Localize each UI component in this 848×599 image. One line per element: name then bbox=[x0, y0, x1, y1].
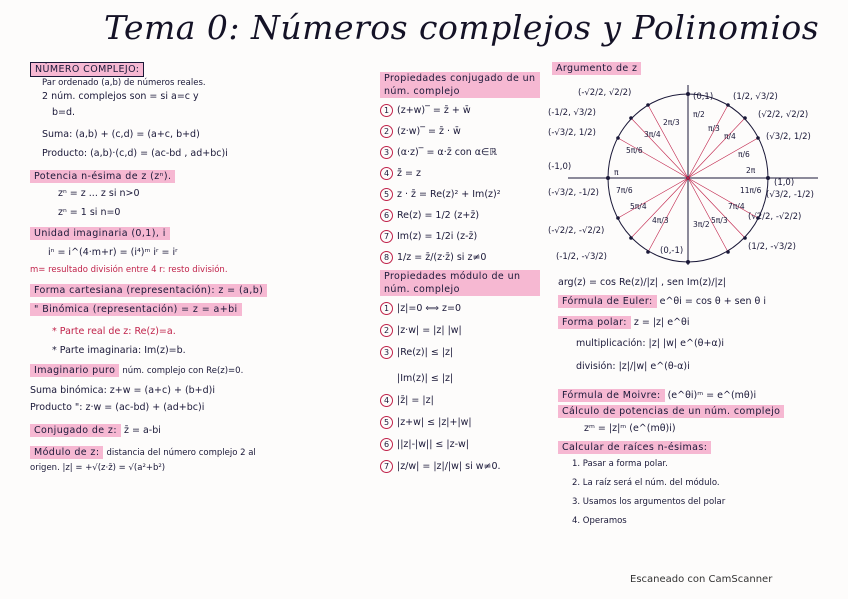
point-q3-c: (-1/2, -√3/2) bbox=[556, 252, 607, 262]
page-title bbox=[104, 6, 820, 50]
property-number: 3 bbox=[380, 346, 393, 359]
property-item bbox=[380, 416, 545, 429]
scanner-footer: Escaneado con CamScanner bbox=[630, 574, 773, 585]
property-item bbox=[380, 251, 545, 264]
polar-formula: z = |z| e^θi bbox=[633, 317, 690, 328]
heading-numero-complejo: NÚMERO COMPLEJO: bbox=[30, 62, 144, 77]
property-text: (z·w)‾ = z̄ · w̄ bbox=[397, 126, 461, 137]
heading-propiedades-conjugado: Propiedades conjugado de un núm. complejo bbox=[380, 72, 540, 98]
angle-2pi-3: 2π/3 bbox=[663, 118, 680, 127]
note-division: m= resultado división entre 4 r: resto división. bbox=[30, 265, 228, 275]
property-item bbox=[380, 104, 545, 117]
point-q3-a: (-√3/2, -1/2) bbox=[548, 188, 599, 198]
property-text: |z̄| = |z| bbox=[397, 395, 434, 406]
text-line: Par ordenado (a,b) de números reales. bbox=[42, 78, 206, 88]
property-item bbox=[380, 188, 545, 201]
property-number: 7 bbox=[380, 230, 393, 243]
arg-formula: arg(z) = cos Re(z)/|z| , sen Im(z)/|z| bbox=[558, 277, 726, 288]
angle-pi-2: π/2 bbox=[693, 110, 705, 119]
property-item bbox=[380, 346, 545, 359]
angle-5pi-3: 5π/3 bbox=[711, 216, 728, 225]
angle-5pi-6: 5π/6 bbox=[626, 146, 643, 155]
angle-7pi-4: 7π/4 bbox=[728, 202, 745, 211]
property-text: z · z̄ = Re(z)² + Im(z)² bbox=[397, 189, 501, 200]
formula-potencia-2: zⁿ = 1 si n=0 bbox=[58, 207, 121, 218]
angle-5pi-4: 5π/4 bbox=[630, 202, 647, 211]
property-number: 3 bbox=[380, 146, 393, 159]
angle-7pi-6: 7π/6 bbox=[616, 186, 633, 195]
property-text: (z+w)‾ = z̄ + w̄ bbox=[397, 105, 471, 116]
point-q2-b: (-1/2, √3/2) bbox=[548, 108, 596, 118]
point-left: (-1,0) bbox=[548, 162, 572, 172]
point-q4-b: (√2/2, -√2/2) bbox=[748, 212, 802, 222]
property-item bbox=[380, 302, 545, 315]
parte-real: * Parte real de z: Re(z)=a. bbox=[52, 326, 176, 337]
property-item bbox=[380, 394, 545, 407]
property-item bbox=[380, 230, 545, 243]
heading-forma-cartesiana: Forma cartesiana (representación): z = (a,b) bbox=[30, 284, 267, 297]
point-q2-a: (-√2/2, √2/2) bbox=[578, 88, 632, 98]
text-line: b=d. bbox=[52, 107, 76, 118]
polar-multiplicacion: multiplicación: |z| |w| e^(θ+α)i bbox=[576, 338, 725, 349]
point-q3-b: (-√2/2, -√2/2) bbox=[548, 226, 605, 236]
angle-pi-6: π/6 bbox=[738, 150, 750, 159]
euler-formula: e^θi = cos θ + sen θ i bbox=[659, 296, 766, 307]
heading-unidad-imaginaria: Unidad imaginaria (0,1), i bbox=[30, 227, 170, 240]
property-number: 5 bbox=[380, 188, 393, 201]
heading-moivre: Fórmula de Moivre: bbox=[558, 389, 665, 402]
column-middle bbox=[380, 72, 545, 473]
raices-step: 3. Usamos los argumentos del polar bbox=[572, 497, 726, 507]
column-right-lower bbox=[558, 276, 838, 528]
angle-4pi-3: 4π/3 bbox=[652, 216, 669, 225]
heading-conjugado: Conjugado de z: bbox=[30, 424, 121, 437]
property-item bbox=[380, 146, 545, 159]
heading-imaginario-puro: Imaginario puro bbox=[30, 364, 119, 377]
formula-suma: Suma: (a,b) + (c,d) = (a+c, b+d) bbox=[42, 129, 200, 140]
raices-step: 1. Pasar a forma polar. bbox=[572, 459, 668, 469]
producto-binomica: Producto ": z·w = (ac-bd) + (ad+bc)i bbox=[30, 402, 205, 413]
formula-potencia-1: zⁿ = z ... z si n>0 bbox=[58, 188, 140, 199]
property-item bbox=[380, 438, 545, 451]
angle-2pi: 2π bbox=[746, 166, 756, 175]
property-number: 1 bbox=[380, 104, 393, 117]
property-text: Re(z) = 1/2 (z+z̄) bbox=[397, 210, 480, 221]
property-item bbox=[380, 368, 545, 385]
modulo-text: distancia del número complejo 2 al bbox=[106, 448, 256, 458]
point-q4-a: (√3/2, -1/2) bbox=[766, 190, 814, 200]
property-text: z̄̄ = z bbox=[397, 168, 421, 179]
heading-euler: Fórmula de Euler: bbox=[558, 295, 657, 308]
angle-pi-3: π/3 bbox=[708, 124, 720, 133]
suma-binomica: Suma binómica: z+w = (a+c) + (b+d)i bbox=[30, 385, 216, 396]
polar-division: división: |z|/|w| e^(θ-α)i bbox=[576, 361, 690, 372]
property-text: |z/w| = |z|/|w| si w≠0. bbox=[397, 461, 501, 472]
property-item bbox=[380, 125, 545, 138]
formula-producto: Producto: (a,b)·(c,d) = (ac-bd , ad+bc)i bbox=[42, 148, 228, 159]
property-number: 8 bbox=[380, 251, 393, 264]
point-top: (0,1) bbox=[693, 92, 714, 102]
property-number: 2 bbox=[380, 125, 393, 138]
property-text: |Im(z)| ≤ |z| bbox=[397, 373, 454, 384]
list-raices bbox=[558, 458, 838, 528]
point-q1-c: (√3/2, 1/2) bbox=[766, 132, 811, 142]
property-text: |Re(z)| ≤ |z| bbox=[397, 347, 454, 358]
property-text: |z|=0 ⟺ z=0 bbox=[397, 303, 462, 314]
raices-step: 4. Operamos bbox=[572, 516, 627, 526]
property-item bbox=[380, 167, 545, 180]
property-number: 2 bbox=[380, 324, 393, 337]
column-right bbox=[552, 62, 832, 75]
formula-unidad: iⁿ = i^(4·m+r) = (i⁴)ᵐ iʳ = iʳ bbox=[48, 247, 178, 258]
parte-imaginaria: * Parte imaginaria: Im(z)=b. bbox=[52, 345, 186, 356]
heading-potencia: Potencia n-ésima de z (zⁿ). bbox=[30, 170, 175, 183]
property-number: 1 bbox=[380, 302, 393, 315]
property-text: 1/z = z̄/(z·z̄) si z≠0 bbox=[397, 252, 487, 263]
property-number: 6 bbox=[380, 209, 393, 222]
heading-modulo: Módulo de z: bbox=[30, 446, 103, 459]
angle-pi: π bbox=[614, 168, 619, 177]
heading-argumento: Argumento de z bbox=[552, 62, 641, 75]
property-text: Im(z) = 1/2i (z-z̄) bbox=[397, 231, 478, 242]
point-q2-c: (-√3/2, 1/2) bbox=[548, 128, 596, 138]
conjugado-formula: z̄ = a-bi bbox=[123, 425, 161, 436]
title-text: Tema 0: Números complejos y Polinomios bbox=[104, 8, 820, 47]
raices-step: 2. La raíz será el núm. del módulo. bbox=[572, 478, 720, 488]
angle-11pi-6: 11π/6 bbox=[740, 186, 762, 195]
unit-circle-diagram bbox=[548, 80, 833, 270]
property-text: |z·w| = |z| |w| bbox=[397, 325, 462, 336]
point-q4-c: (1/2, -√3/2) bbox=[748, 242, 796, 252]
property-number: 7 bbox=[380, 460, 393, 473]
calculo-potencias-formula: zᵐ = |z|ᵐ (e^(mθ)i) bbox=[584, 423, 676, 434]
property-number: 6 bbox=[380, 438, 393, 451]
heading-propiedades-modulo: Propiedades módulo de un núm. complejo bbox=[380, 270, 540, 296]
text-line: 2 núm. complejos son = si a=c y bbox=[42, 91, 199, 102]
property-number: 4 bbox=[380, 394, 393, 407]
moivre-formula: (e^θi)ᵐ = e^(mθ)i bbox=[667, 390, 757, 401]
imaginario-puro-text: núm. complejo con Re(z)=0. bbox=[122, 366, 244, 376]
angle-pi-4: π/4 bbox=[724, 132, 736, 141]
point-right: (1,0) bbox=[774, 178, 795, 188]
property-text: |z+w| ≤ |z|+|w| bbox=[397, 417, 472, 428]
heading-calculo-potencias: Cálculo de potencias de un núm. complejo bbox=[558, 405, 784, 418]
point-bottom: (0,-1) bbox=[660, 246, 684, 256]
property-number: 4 bbox=[380, 167, 393, 180]
point-q1-b: (√2/2, √2/2) bbox=[758, 110, 809, 120]
property-number: 5 bbox=[380, 416, 393, 429]
list-propiedades-modulo bbox=[380, 302, 545, 473]
modulo-formula: origen. |z| = +√(z·z̄) = √(a²+b²) bbox=[30, 463, 166, 473]
property-item bbox=[380, 209, 545, 222]
list-propiedades-conjugado bbox=[380, 104, 545, 264]
heading-polar: Forma polar: bbox=[558, 316, 631, 329]
property-item bbox=[380, 324, 545, 337]
heading-binomica: " Binómica (representación) = z = a+bi bbox=[30, 303, 242, 316]
point-q1-a: (1/2, √3/2) bbox=[733, 92, 778, 102]
column-left bbox=[30, 62, 350, 475]
angle-3pi-4: 3π/4 bbox=[644, 130, 661, 139]
property-text: ||z|-|w|| ≤ |z-w| bbox=[397, 439, 469, 450]
property-item bbox=[380, 460, 545, 473]
heading-raices: Calcular de raíces n-ésimas: bbox=[558, 441, 711, 454]
angle-3pi-2: 3π/2 bbox=[693, 220, 710, 229]
property-text: (α·z)‾ = α·z̄ con α∈ℝ bbox=[397, 147, 497, 158]
